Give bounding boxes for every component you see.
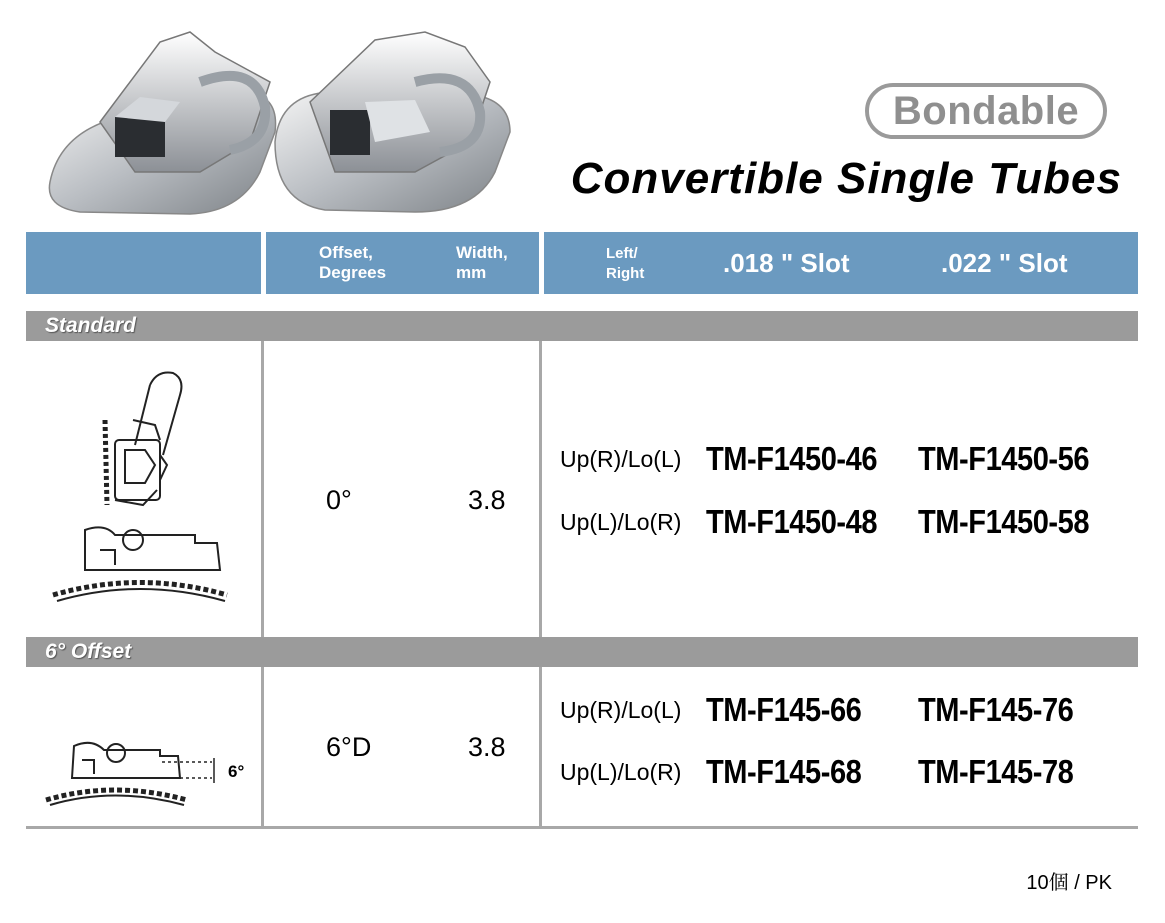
divider [261, 341, 264, 637]
offset-code-018-1: TM-F145-66 [706, 691, 862, 728]
page-title: Convertible Single Tubes [570, 154, 1122, 203]
offset-orientation-2: Up(L)/Lo(R) [560, 759, 682, 785]
standard-tube-diagram [45, 365, 235, 620]
header-width [456, 243, 508, 283]
offset-diagram-label: 6° [228, 762, 245, 781]
offset-code-022-2: TM-F145-78 [918, 753, 1074, 790]
offset-tube-diagram [42, 728, 257, 813]
header-width-line2: mm [456, 263, 487, 282]
offset-width: 3.8 [468, 732, 506, 762]
header-width-line1: Width, [456, 243, 508, 262]
divider [539, 341, 542, 637]
offset-orientation-1: Up(R)/Lo(L) [560, 697, 682, 723]
standard-orientation-2: Up(L)/Lo(R) [560, 509, 682, 535]
section-label-standard: Standard [45, 314, 137, 337]
divider [261, 667, 264, 827]
header-offset [319, 243, 386, 283]
header-slot-022: .022 " Slot [941, 248, 1068, 278]
offset-code-018-2: TM-F145-68 [706, 753, 862, 790]
divider [539, 667, 542, 827]
header-cell-image [26, 232, 261, 294]
section-bar-standard [26, 311, 1138, 341]
standard-width: 3.8 [468, 485, 506, 515]
header-offset-line2: Degrees [319, 263, 387, 282]
standard-code-018-1: TM-F1450-46 [706, 440, 878, 477]
standard-code-022-1: TM-F1450-56 [918, 440, 1090, 477]
offset-code-022-1: TM-F145-76 [918, 691, 1074, 728]
bondable-badge: Bondable [865, 83, 1107, 139]
standard-code-018-2: TM-F1450-48 [706, 503, 878, 540]
standard-offset: 0° [326, 485, 352, 515]
standard-orientation-1: Up(R)/Lo(L) [560, 446, 682, 472]
header-slot-018: .018 " Slot [723, 248, 850, 278]
table-bottom-rule [26, 826, 1138, 829]
section-bar-offset [26, 637, 1138, 667]
header-side-line2: Right [606, 265, 645, 282]
product-photo-right [265, 22, 525, 222]
offset-offset: 6°D [326, 732, 372, 762]
header-side-line1: Left/ [606, 245, 638, 262]
header-offset-line1: Offset, [319, 243, 373, 262]
standard-code-022-2: TM-F1450-58 [918, 503, 1090, 540]
pack-quantity: 10個 / PK [1026, 872, 1112, 894]
section-label-offset: 6° Offset [45, 640, 132, 663]
header-side [606, 244, 644, 284]
product-photo-left [40, 22, 290, 222]
